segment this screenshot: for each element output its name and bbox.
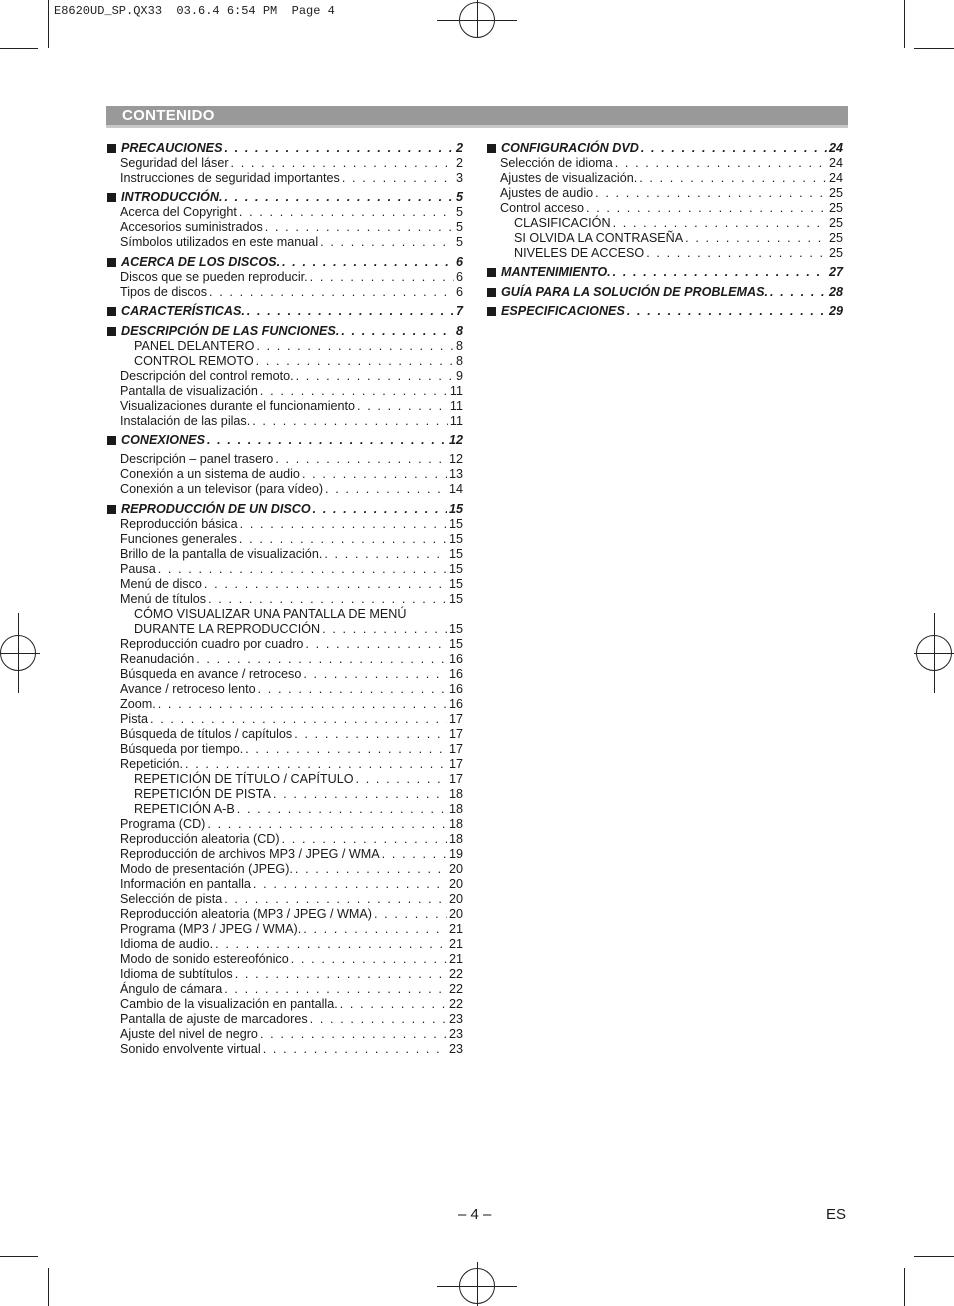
- toc-entry-title: Símbolos utilizados en este manual: [120, 235, 319, 249]
- dot-leader: [303, 667, 447, 682]
- toc-entry-title: Cambio de la visualización en pantalla.: [120, 996, 338, 1011]
- toc-entry: [106, 577, 463, 592]
- toc-entry-title: Modo de presentación (JPEG).: [120, 861, 293, 876]
- dot-leader: [325, 482, 447, 497]
- print-slug: E8620UD_SP.QX33 03.6.4 6:54 PM Page 4: [54, 4, 335, 18]
- toc-page-number: 5: [455, 235, 463, 249]
- dot-leader: [256, 339, 454, 354]
- dot-leader: [275, 452, 447, 467]
- toc-entry-title: CONTROL REMOTO: [134, 353, 254, 368]
- toc-entry: [106, 482, 463, 497]
- toc-page-number: 16: [448, 651, 463, 666]
- toc-entry-title: Modo de sonido estereofónico: [120, 951, 289, 966]
- toc-section: [106, 497, 463, 517]
- toc-page-number: 15: [448, 531, 463, 546]
- toc-page-number: 5: [455, 190, 463, 204]
- dot-leader: [207, 817, 447, 832]
- toc-page-number: 16: [448, 681, 463, 696]
- dot-leader: [342, 171, 454, 186]
- toc-entry-title: Ajuste del nivel de negro: [120, 1026, 258, 1041]
- toc-page-number: 15: [448, 546, 463, 561]
- toc-entry-title: Reproducción cuadro por cuadro: [120, 636, 304, 651]
- dot-leader: [260, 384, 448, 399]
- toc-page-number: 29: [828, 304, 843, 318]
- toc-page-number: 17: [448, 741, 463, 756]
- dot-leader: [239, 205, 454, 220]
- toc-entry: [106, 682, 463, 697]
- toc-page-number: 20: [448, 861, 463, 876]
- toc-page-number: 11: [449, 398, 463, 413]
- dot-leader: [646, 246, 827, 261]
- dot-leader: [215, 937, 447, 952]
- toc-entry: [106, 235, 463, 250]
- toc-entry: [106, 862, 463, 877]
- toc-page-number: 25: [828, 230, 843, 245]
- toc-entry-title: Menú de disco: [120, 576, 202, 591]
- toc-entry: [106, 742, 463, 757]
- toc-entry: [486, 186, 843, 201]
- toc-entry: [106, 622, 463, 637]
- toc-page-number: 20: [448, 876, 463, 891]
- toc-page-number: 22: [448, 966, 463, 981]
- dot-leader: [295, 862, 447, 877]
- toc-page-number: 17: [448, 726, 463, 741]
- dot-leader: [685, 231, 827, 246]
- dot-leader: [615, 156, 827, 171]
- dot-leader: [208, 592, 447, 607]
- toc-page-number: 12: [448, 452, 463, 466]
- dot-leader: [224, 141, 454, 156]
- toc-entry-title: Reproducción de archivos MP3 / JPEG / WMA: [120, 846, 380, 861]
- toc-entry: [106, 354, 463, 369]
- toc-entry-title: Repetición.: [120, 756, 184, 771]
- toc-section: [106, 136, 463, 156]
- toc-entry-title: SI OLVIDA LA CONTRASEÑA: [514, 230, 684, 245]
- toc-entry-title: Accesorios suministrados: [120, 220, 263, 234]
- toc-page-number: 22: [448, 981, 463, 996]
- toc-entry-title: Programa (CD): [120, 816, 206, 831]
- toc-page-number: 17: [448, 711, 463, 726]
- toc-entry: [106, 997, 463, 1012]
- toc-entry-title: CONFIGURACIÓN DVD: [501, 140, 639, 155]
- toc-page-number: 17: [448, 771, 463, 786]
- toc-entry-title: Selección de idioma: [500, 155, 613, 170]
- dot-leader: [613, 265, 827, 280]
- toc-entry: [106, 952, 463, 967]
- toc-entry-title: Información en pantalla: [120, 876, 251, 891]
- toc-entry: [106, 802, 463, 817]
- toc-entry: [486, 171, 843, 186]
- dot-leader: [265, 220, 454, 235]
- toc-page-number: 13: [448, 467, 463, 481]
- dot-leader: [245, 742, 447, 757]
- toc-entry-title: Reproducción aleatoria (MP3 / JPEG / WMA): [120, 906, 372, 921]
- toc-entry-title: Menú de títulos: [120, 591, 207, 606]
- toc-entry-title: Búsqueda por tiempo.: [120, 741, 244, 756]
- toc-entry-title: Brillo de la pantalla de visualización.: [120, 546, 323, 561]
- dot-leader: [158, 562, 447, 577]
- toc-entry: [106, 532, 463, 547]
- toc-entry: [106, 967, 463, 982]
- toc-page-number: 5: [455, 220, 463, 234]
- dot-leader: [341, 324, 454, 339]
- dot-leader: [207, 433, 447, 448]
- toc-entry: [486, 201, 843, 216]
- dot-leader: [586, 201, 827, 216]
- dot-leader: [303, 922, 447, 937]
- toc-entry: [106, 817, 463, 832]
- toc-page-number: 2: [455, 140, 463, 155]
- toc-entry: [106, 832, 463, 847]
- toc-page-number: 16: [448, 696, 463, 711]
- dot-leader: [237, 802, 447, 817]
- dot-leader: [273, 787, 447, 802]
- toc-page-number: 6: [455, 254, 463, 269]
- toc-right-column: [486, 136, 843, 319]
- dot-leader: [356, 772, 447, 787]
- toc-entry-title: Acerca del Copyright: [120, 205, 237, 219]
- toc-entry-title: CARACTERÍSTICAS.: [121, 304, 245, 318]
- toc-left-column: [106, 136, 463, 1057]
- dot-leader: [374, 907, 447, 922]
- toc-section: [486, 261, 843, 281]
- toc-section: [106, 186, 463, 206]
- toc-entry-title: REPETICIÓN A-B: [134, 801, 235, 816]
- dot-leader: [291, 952, 447, 967]
- dot-leader: [382, 847, 447, 862]
- toc-page-number: 9: [455, 368, 463, 383]
- dot-leader: [313, 502, 447, 517]
- toc-entry: [106, 384, 463, 399]
- toc-entry: [106, 592, 463, 607]
- toc-entry: [106, 285, 463, 300]
- toc-entry: [106, 270, 463, 285]
- toc-page-number: 14: [448, 482, 463, 496]
- toc-entry: [106, 937, 463, 952]
- toc-entry: [106, 1027, 463, 1042]
- toc-page-number: 25: [828, 245, 843, 260]
- toc-entry-title: Idioma de audio.: [120, 936, 214, 951]
- toc-entry-title: PRECAUCIONES: [121, 140, 223, 155]
- toc-entry-title: INTRODUCCIÓN.: [121, 190, 223, 204]
- toc-entry-title: Instrucciones de seguridad importantes: [120, 170, 340, 185]
- toc-entry: [106, 892, 463, 907]
- toc-entry-title: Idioma de subtítulos: [120, 966, 233, 981]
- toc-entry-title: Búsqueda en avance / retroceso: [120, 666, 302, 681]
- dot-leader: [196, 652, 447, 667]
- toc-page-number: 15: [448, 516, 463, 531]
- toc-page-number: 23: [448, 1011, 463, 1026]
- toc-entry: [106, 547, 463, 562]
- dot-leader: [357, 399, 448, 414]
- toc-entry: [106, 171, 463, 186]
- dot-leader: [613, 216, 827, 231]
- dot-leader: [296, 369, 454, 384]
- dot-leader: [294, 727, 447, 742]
- toc-entry-title: REPETICIÓN DE PISTA: [134, 786, 271, 801]
- toc-entry: [106, 205, 463, 220]
- toc-entry-title: Pantalla de ajuste de marcadores: [120, 1011, 308, 1026]
- dot-leader: [595, 186, 827, 201]
- toc-page-number: 21: [448, 951, 463, 966]
- toc-page-number: 18: [448, 786, 463, 801]
- toc-page-number: 25: [828, 185, 843, 200]
- toc-page-number: 18: [448, 816, 463, 831]
- dot-leader: [641, 141, 827, 156]
- toc-entry: [486, 156, 843, 171]
- toc-page-number: 28: [828, 284, 843, 299]
- toc-entry-title: CLASIFICACIÓN: [514, 215, 611, 230]
- toc-entry: [106, 772, 463, 787]
- dot-leader: [209, 285, 454, 300]
- toc-entry-title: Conexión a un sistema de audio: [120, 467, 300, 481]
- toc-page-number: 8: [455, 323, 463, 338]
- toc-entry-title: Zoom.: [120, 696, 156, 711]
- toc-entry-title: Pausa: [120, 561, 156, 576]
- dot-leader: [305, 637, 447, 652]
- toc-page-number: 19: [448, 846, 463, 861]
- dot-leader: [256, 354, 454, 369]
- toc-entry: [106, 847, 463, 862]
- toc-page-number: 15: [448, 591, 463, 606]
- dot-leader: [340, 997, 447, 1012]
- toc-entry-title: CONEXIONES: [121, 433, 205, 447]
- dot-leader: [185, 757, 447, 772]
- toc-entry-title: ACERCA DE LOS DISCOS.: [121, 254, 281, 269]
- toc-page-number: 6: [455, 269, 463, 284]
- dot-leader: [224, 892, 447, 907]
- toc-section: [486, 280, 843, 300]
- page-title: CONTENIDO: [122, 107, 215, 124]
- toc-page-number: 15: [448, 576, 463, 591]
- dot-leader: [302, 467, 447, 482]
- toc-entry: [106, 697, 463, 712]
- toc-page-number: 24: [828, 140, 843, 155]
- toc-page-number: 24: [828, 155, 843, 170]
- toc-entry: [106, 787, 463, 802]
- toc-entry: [106, 907, 463, 922]
- toc-entry-title: Control acceso: [500, 200, 584, 215]
- toc-entry: [106, 982, 463, 997]
- dot-leader: [282, 255, 454, 270]
- toc-page-number: 12: [448, 433, 463, 447]
- toc-entry-title: PANEL DELANTERO: [134, 338, 255, 353]
- toc-page-number: 15: [448, 636, 463, 651]
- toc-entry: [106, 339, 463, 354]
- dot-leader: [639, 171, 827, 186]
- toc-entry-title: NIVELES DE ACCESO: [514, 245, 645, 260]
- toc-page-number: 18: [448, 801, 463, 816]
- dot-leader: [224, 190, 454, 205]
- toc-page-number: 27: [828, 265, 843, 279]
- dot-leader: [258, 682, 447, 697]
- toc-page-number: 15: [448, 561, 463, 576]
- toc-entry: [106, 399, 463, 414]
- dot-leader: [320, 235, 454, 250]
- toc-entry: [106, 517, 463, 532]
- toc-page-number: 25: [828, 200, 843, 215]
- dot-leader: [150, 712, 447, 727]
- toc-entry: [106, 452, 463, 467]
- toc-entry-title: Selección de pista: [120, 891, 223, 906]
- toc-section: [106, 250, 463, 270]
- toc-page-number: 22: [448, 996, 463, 1011]
- toc-entry-title: Discos que se pueden reproducir.: [120, 269, 308, 284]
- toc-entry-title: GUÍA PARA LA SOLUCIÓN DE PROBLEMAS.: [501, 284, 769, 299]
- toc-entry-title: DESCRIPCIÓN DE LAS FUNCIONES.: [121, 323, 340, 338]
- dot-leader: [239, 532, 447, 547]
- toc-entry-title: REPRODUCCIÓN DE UN DISCO: [121, 501, 311, 516]
- dot-leader: [240, 517, 447, 532]
- toc-entry-title: REPETICIÓN DE TÍTULO / CAPÍTULO: [134, 771, 354, 786]
- toc-entry-title: Ajustes de audio: [500, 185, 594, 200]
- toc-page-number: 11: [449, 383, 463, 398]
- toc-page-number: 21: [448, 921, 463, 936]
- toc-page-number: 8: [455, 338, 463, 353]
- dot-leader: [158, 697, 447, 712]
- toc-entry: [106, 877, 463, 892]
- dot-leader: [224, 982, 447, 997]
- toc-entry: [106, 156, 463, 171]
- toc-entry-title: Avance / retroceso lento: [120, 681, 256, 696]
- dot-leader: [231, 156, 454, 171]
- dot-leader: [322, 622, 447, 637]
- dot-leader: [310, 270, 454, 285]
- toc-entry-title: Ángulo de cámara: [120, 981, 223, 996]
- toc-entry-title: Ajustes de visualización.: [500, 170, 638, 185]
- contents-title-bar: [106, 106, 848, 128]
- toc-entry: [486, 231, 843, 246]
- dot-leader: [627, 304, 827, 319]
- dot-leader: [253, 877, 447, 892]
- toc-entry: [106, 1042, 463, 1057]
- toc-page-number: 21: [448, 936, 463, 951]
- toc-entry-title: Funciones generales: [120, 531, 237, 546]
- dot-leader: [235, 967, 447, 982]
- toc-entry: [106, 922, 463, 937]
- toc-page-number: 23: [448, 1041, 463, 1056]
- dot-leader: [204, 577, 447, 592]
- toc-entry-title: DURANTE LA REPRODUCCIÓN: [134, 621, 321, 636]
- toc-entry-title: Reanudación: [120, 651, 195, 666]
- toc-entry: [106, 414, 463, 429]
- toc-entry-title: MANTENIMIENTO.: [501, 265, 611, 279]
- toc-entry-title: Reproducción básica: [120, 516, 238, 531]
- language-code: ES: [826, 1206, 847, 1223]
- toc-entry: [106, 667, 463, 682]
- toc-entry: [106, 369, 463, 384]
- toc-entry: [106, 652, 463, 667]
- toc-page-number: 24: [828, 170, 843, 185]
- toc-entry-title: Sonido envolvente virtual: [120, 1041, 261, 1056]
- page-number: – 4 –: [458, 1206, 492, 1223]
- toc-entry: [106, 757, 463, 772]
- toc-page-number: 5: [455, 205, 463, 219]
- dot-leader: [247, 304, 454, 319]
- toc-page-number: 20: [448, 891, 463, 906]
- toc-page-number: 15: [448, 501, 463, 516]
- toc-page-number: 7: [455, 304, 463, 318]
- toc-entry-title: Conexión a un televisor (para vídeo): [120, 482, 324, 496]
- toc-entry: [106, 607, 463, 622]
- toc-entry: [106, 1012, 463, 1027]
- toc-entry-title: Instalación de las pilas.: [120, 413, 251, 428]
- dot-leader: [324, 547, 447, 562]
- toc-entry-title: Descripción del control remoto.: [120, 368, 294, 383]
- toc-page-number: 16: [448, 666, 463, 681]
- toc-entry: [106, 637, 463, 652]
- toc-entry-title: Visualizaciones durante el funcionamiento: [120, 398, 356, 413]
- dot-leader: [252, 414, 448, 429]
- dot-leader: [260, 1027, 447, 1042]
- toc-entry-title: Seguridad del láser: [120, 155, 229, 170]
- toc-page-number: 15: [448, 621, 463, 636]
- dot-leader: [310, 1012, 447, 1027]
- toc-entry: [486, 216, 843, 231]
- toc-entry-title: Programa (MP3 / JPEG / WMA).: [120, 921, 302, 936]
- toc-page-number: 18: [448, 831, 463, 846]
- toc-entry-title: Pantalla de visualización: [120, 383, 258, 398]
- toc-page-number: 6: [455, 284, 463, 299]
- toc-page-number: 25: [828, 215, 843, 230]
- toc-section: [486, 136, 843, 156]
- toc-entry-title: Reproducción aleatoria (CD): [120, 831, 280, 846]
- toc-entry-title: ESPECIFICACIONES: [501, 304, 625, 318]
- toc-page-number: 17: [448, 756, 463, 771]
- toc-section: [106, 319, 463, 339]
- toc-entry-title: Tipos de discos: [120, 284, 208, 299]
- toc-entry: [106, 727, 463, 742]
- toc-entry: [106, 712, 463, 727]
- dot-leader: [770, 285, 827, 300]
- toc-entry: [106, 562, 463, 577]
- toc-page-number: 23: [448, 1026, 463, 1041]
- toc-page-number: 8: [455, 353, 463, 368]
- toc-entry: [106, 220, 463, 235]
- toc-page-number: 20: [448, 906, 463, 921]
- toc-section: [106, 429, 463, 449]
- toc-section: [486, 300, 843, 320]
- toc-entry-title: Pista: [120, 711, 148, 726]
- toc-page-number: 2: [455, 155, 463, 170]
- toc-entry-title: Búsqueda de títulos / capítulos: [120, 726, 293, 741]
- dot-leader: [282, 832, 447, 847]
- toc-entry-title: CÓMO VISUALIZAR UNA PANTALLA DE MENÚ: [134, 606, 407, 621]
- toc-entry: [106, 467, 463, 482]
- toc-section: [106, 300, 463, 320]
- toc-page-number: 11: [449, 413, 463, 428]
- dot-leader: [263, 1042, 447, 1057]
- toc-entry: [486, 246, 843, 261]
- toc-entry-title: Descripción – panel trasero: [120, 452, 274, 466]
- toc-page-number: 3: [455, 170, 463, 185]
